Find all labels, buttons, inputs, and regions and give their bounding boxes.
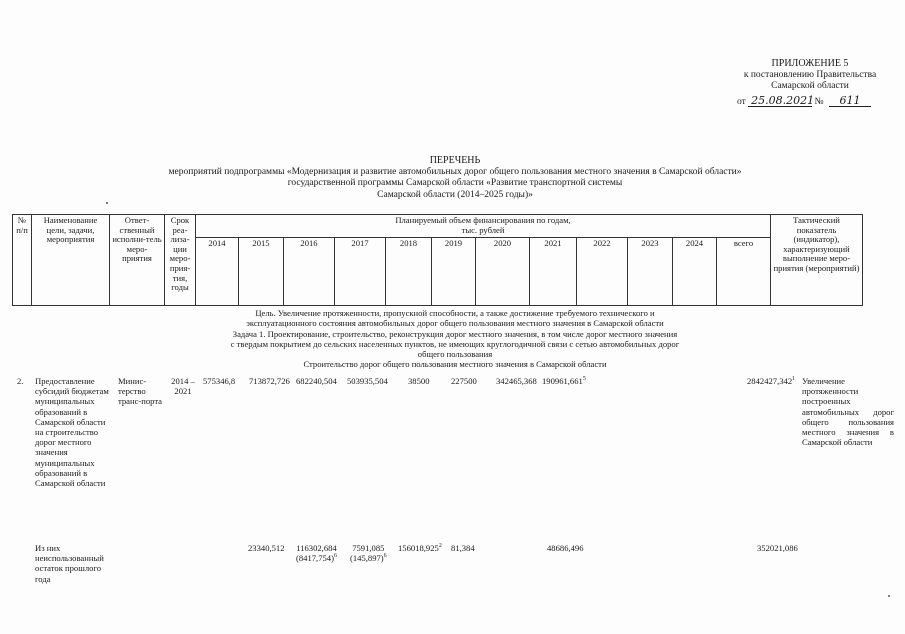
- row3-value-2018: [398, 543, 442, 553]
- row2-value-2015: 713872,726: [249, 376, 290, 386]
- header-total: всего: [717, 238, 771, 306]
- header-year-2024: 2024: [673, 238, 717, 306]
- appendix-date-line: [737, 95, 871, 107]
- goal-text: [190, 308, 720, 370]
- row2-name: Предоставление субсидий бюджетам муниципальных образований в Самарской области на строительство дорог местного значения муниципальных образований в Самарской области: [35, 376, 109, 489]
- row3-value-2017: [350, 543, 387, 563]
- header-responsible: Ответ-ственный исполни-тель меро-приятия: [110, 215, 165, 306]
- row2-value-2021-footnote: 5: [582, 376, 586, 383]
- appendix-block: [735, 58, 885, 93]
- row3-value-2015: 23340,512: [248, 543, 285, 553]
- row3-value-2016: [296, 543, 337, 563]
- header-name: Наименование цели, задачи, мероприятия: [32, 215, 110, 306]
- task-line1: Задача 1. Проектирование, строительство, реконструкция дорог местного значения, в том числе дорог местного значения: [232, 328, 678, 339]
- document-title: [60, 155, 850, 201]
- row2-value-2016: 682240,504: [296, 376, 337, 386]
- row2-total-footnote: 1: [792, 376, 796, 383]
- header-year-2021: 2021: [530, 238, 577, 306]
- row2-value-2019: 227500: [451, 376, 477, 386]
- header-year-2018: 2018: [386, 238, 432, 306]
- row2-value-2020: 342465,368: [496, 376, 537, 386]
- title-heading: ПЕРЕЧЕНЬ: [429, 155, 481, 166]
- row2-number: 2.: [17, 376, 24, 386]
- subsection-title: Строительство дорог общего пользования местного значения в Самарской области: [303, 359, 607, 370]
- appendix-line2: к постановлению Правительства: [743, 69, 877, 80]
- row2-term: 2014 – 2021: [171, 376, 195, 397]
- header-year-2022: 2022: [577, 238, 628, 306]
- date-prefix: от: [737, 97, 746, 107]
- task-line3: общего пользования: [417, 349, 493, 360]
- header-funding: [196, 215, 771, 238]
- scan-speck: [106, 202, 108, 204]
- title-line2: государственной программы Самарской области «Развитие транспортной системы: [287, 178, 623, 188]
- row3-value-2019: 81,384: [451, 543, 475, 553]
- row2-value-2014: 575346,8: [203, 376, 236, 386]
- header-indicator: Тактический показатель (индикатор), характеризующий выполнение меро-приятия (мероприятий): [771, 215, 863, 306]
- header-year-2019: 2019: [432, 238, 476, 306]
- header-year-2023: 2023: [628, 238, 673, 306]
- title-line3: Самарской области (2014–2025 годы)»: [377, 189, 533, 200]
- row3-name: Из них неиспользованный остаток прошлого года: [35, 543, 104, 584]
- row2-value-2017: 503935,504: [347, 376, 388, 386]
- row2-indicator: Увеличение протяженности построенных автомобильных дорог общего пользования местного значения в Самарской области: [802, 376, 894, 448]
- row2-total: [747, 376, 795, 386]
- row3-value-2017-paren: (145,897): [350, 553, 384, 564]
- scan-speck: [888, 595, 890, 597]
- goal-line2: эксплуатационного состояния автомобильных дорог общего пользования местного значения в Самарской области: [246, 318, 664, 329]
- header-year-2020: 2020: [476, 238, 530, 306]
- appendix-title: ПРИЛОЖЕНИЕ 5: [771, 58, 849, 69]
- header-year-2014: 2014: [196, 238, 239, 306]
- appendix-line3: Самарской области: [771, 81, 849, 91]
- header-num: № п/п: [13, 215, 32, 306]
- header-funding-title: Планируемый объем финансирования по годам,: [395, 215, 571, 225]
- header-term: Срок реа-лиза-ции меро-прия-тия, годы: [165, 215, 196, 306]
- row3-value-2016-number: 116302,684: [296, 543, 337, 553]
- row2-responsible: Минис-терство транс-порта: [118, 376, 163, 407]
- handwritten-number: 611: [829, 95, 871, 107]
- row3-value-2021: 48686,496: [547, 543, 584, 553]
- row2-total-number: 2842427,342: [747, 376, 793, 386]
- task-line2: с твердым покрытием до сельских населенных пунктов, не имеющих круглогодичной связи с сетью автомобильных дорог: [230, 338, 680, 349]
- header-year-2015: 2015: [239, 238, 284, 306]
- title-line1: мероприятий подпрограммы «Модернизация и развитие автомобильных дорог общего пользования местного значения в Самарской области»: [168, 166, 742, 177]
- handwritten-date: 25.08.2021: [748, 95, 812, 107]
- row2-value-2018: 38500: [408, 376, 430, 386]
- funding-table-header: [12, 214, 863, 306]
- header-year-2017: 2017: [335, 238, 386, 306]
- row3-value-2017-number: 7591,085: [352, 543, 385, 553]
- row2-value-2021: [542, 376, 586, 386]
- header-year-2016: 2016: [284, 238, 335, 306]
- row3-value-2016-paren: (8417,754): [296, 553, 334, 564]
- goal-line1: Цель. Увеличение протяженности, пропускной способности, а также достижение требуемого технического и: [255, 308, 655, 318]
- row3-value-2018-number: 156018,925: [398, 543, 439, 553]
- row3-value-2017-footnote: 6: [383, 553, 387, 560]
- number-sign: №: [814, 97, 824, 107]
- row2-value-2021-number: 190961,661: [542, 376, 583, 386]
- row3-value-2016-footnote: 6: [333, 553, 337, 560]
- row3-total: 352021,086: [757, 543, 798, 553]
- row3-value-2018-footnote: 2: [438, 543, 442, 550]
- header-funding-unit: тыс. рублей: [461, 224, 505, 235]
